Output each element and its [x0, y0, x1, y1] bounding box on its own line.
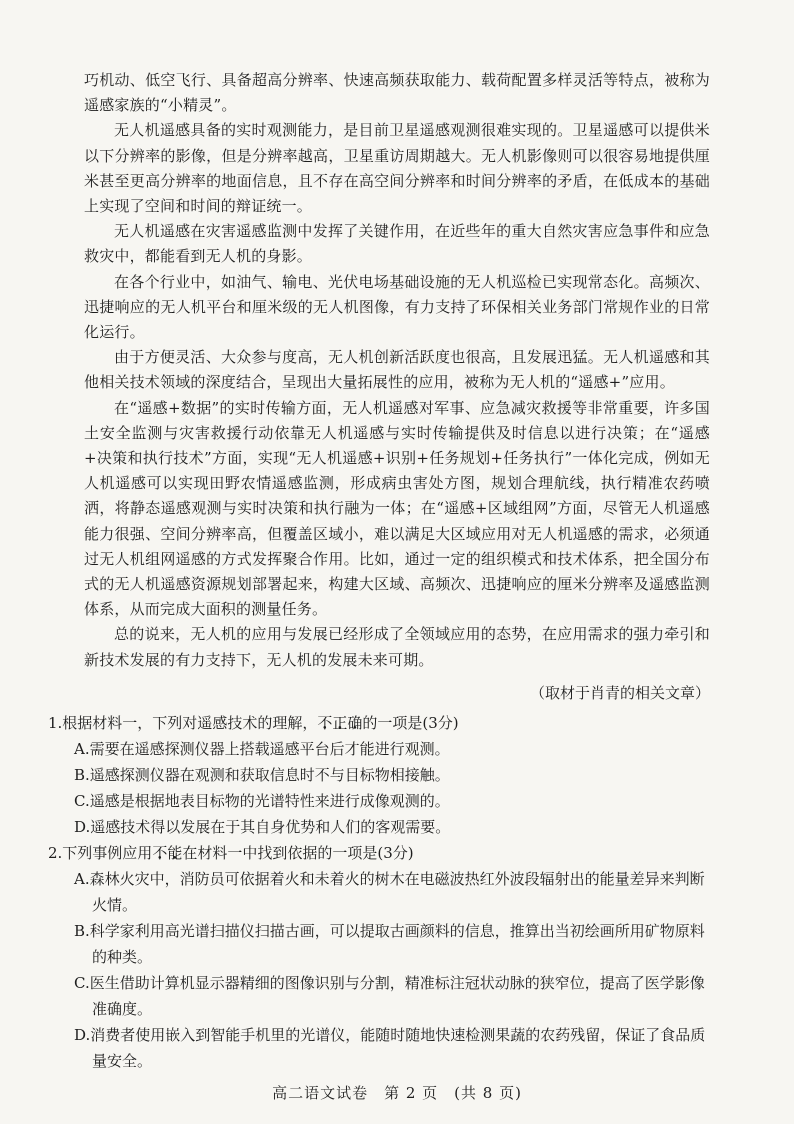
option-d: D.消费者使用嵌入到智能手机里的光谱仪，能随时随地快速检测果蔬的农药残留，保证了食品质量安全。	[74, 1025, 706, 1070]
question-stem	[48, 840, 710, 866]
option-b: B.遥感探测仪器在观测和获取信息时不与目标物相接触。	[74, 765, 450, 784]
passage-paragraph: 总的说来，无人机的应用与发展已经形成了全领域应用的态势，在应用需求的强力牵引和新技术发展的有力支持下，无人机的发展未来可期。	[84, 625, 710, 669]
question-1	[48, 710, 710, 840]
emphasis-char: 能	[167, 843, 183, 862]
option-c: C.遥感是根据地表目标物的光谱特性来进行成像观测的。	[74, 791, 450, 810]
source-citation: （取材于肖青的相关文章）	[529, 683, 710, 702]
passage-paragraph: 无人机遥感具备的实时观测能力，是目前卫星遥感观测很难实现的。卫星遥感可以提供米以下分辨率的影像，但是分辨率越高，卫星重访周期越大。无人机影像则可以很容易地提供厘米甚至更高分辨率的地面信息，且不存在高空间分辨率和时间分辨率的矛盾，在低成本的基础上实现了空间和时间的辩证统一。	[84, 121, 710, 216]
stem-text: 2.下列事例应用	[48, 843, 153, 862]
option-b: B.科学家利用高光谱扫描仪扫描古画，可以提取古画颜料的信息，推算出当初绘画所用矿物原料的种类。	[74, 921, 705, 966]
option-d: D.遥感技术得以发展在于其自身优势和人们的客观需要。	[74, 817, 451, 836]
stem-text: 在材料一中找到依据的一项是(3分)	[182, 843, 414, 862]
emphasis-char: 正	[332, 713, 348, 732]
stem-text: 1.根据材料一，下列对遥感技术的理解，	[48, 713, 318, 732]
passage-paragraph: 在“遥感+数据”的实时传输方面，无人机遥感对军事、应急减灾救援等非常重要，许多国土安全监测与灾害救援行动依靠无人机遥感与实时传输提供及时信息以进行决策；在“遥感+决策和执行技术”方面，实现“无人机遥感+识别+任务规划+任务执行”一体化完成，例如无人机遥感可以实现田野农情遥感监测，形成病虫害处方图，规划合理航线，执行精准农药喷洒，将静态遥感观测与实时决策和执行融为一体；在“遥感+区域组网”方面，尽管无人机遥感能力很强、空间分辨率高，但覆盖区域小，难以满足大区域应用对无人机遥感的需求，必须通过无人机组网遥感的方式发挥聚合作用。比如，通过一定的组织模式和技术体系，把全国分布式的无人机遥感资源规划部署起来，构建大区域、高频次、迅捷响应的厘米分辨率及遥感监测体系，从而完成大面积的测量任务。	[84, 398, 710, 619]
page-footer: 高二语文试卷 第 2 页 (共 8 页)	[272, 1084, 522, 1102]
emphasis-char: 不	[152, 843, 168, 862]
passage-paragraph: 在各个行业中，如油气、输电、光伏电场基础设施的无人机巡检已实现常态化。高频次、迅捷响应的无人机平台和厘米级的无人机图像，有力支持了环保相关业务部门常规作业的日常化运行。	[84, 272, 710, 342]
questions	[48, 710, 710, 1074]
passage	[84, 68, 710, 706]
emphasis-text	[317, 714, 362, 732]
question-stem	[48, 710, 710, 736]
emphasis-char: 不	[317, 713, 333, 732]
option-c: C.医生借助计算机显示器精细的图像识别与分割，精准标注冠状动脉的狭窄位，提高了医学影像准确度。	[74, 973, 705, 1018]
emphasis-char: 确	[347, 713, 363, 732]
emphasis-text	[152, 844, 182, 862]
option-a: A.森林火灾中，消防员可依据着火和未着火的树木在电磁波热红外波段辐射出的能量差异来判断火情。	[74, 869, 705, 914]
stem-text: 的一项是(3分)	[362, 713, 459, 732]
passage-paragraph: 巧机动、低空飞行、具备超高分辨率、快速高频获取能力、载荷配置多样灵活等特点，被称为遥感家族的“小精灵”。	[84, 71, 710, 115]
option-a: A.需要在遥感探测仪器上搭载遥感平台后才能进行观测。	[74, 739, 450, 758]
question-2	[48, 840, 710, 1074]
passage-paragraph: 由于方便灵活、大众参与度高，无人机创新活跃度也很高，且发展迅猛。无人机遥感和其他相关技术领域的深度结合，呈现出大量拓展性的应用，被称为无人机的“遥感+”应用。	[84, 348, 710, 392]
passage-paragraph: 无人机遥感在灾害遥感监测中发挥了关键作用，在近些年的重大自然灾害应急事件和应急救灾中，都能看到无人机的身影。	[84, 222, 710, 266]
